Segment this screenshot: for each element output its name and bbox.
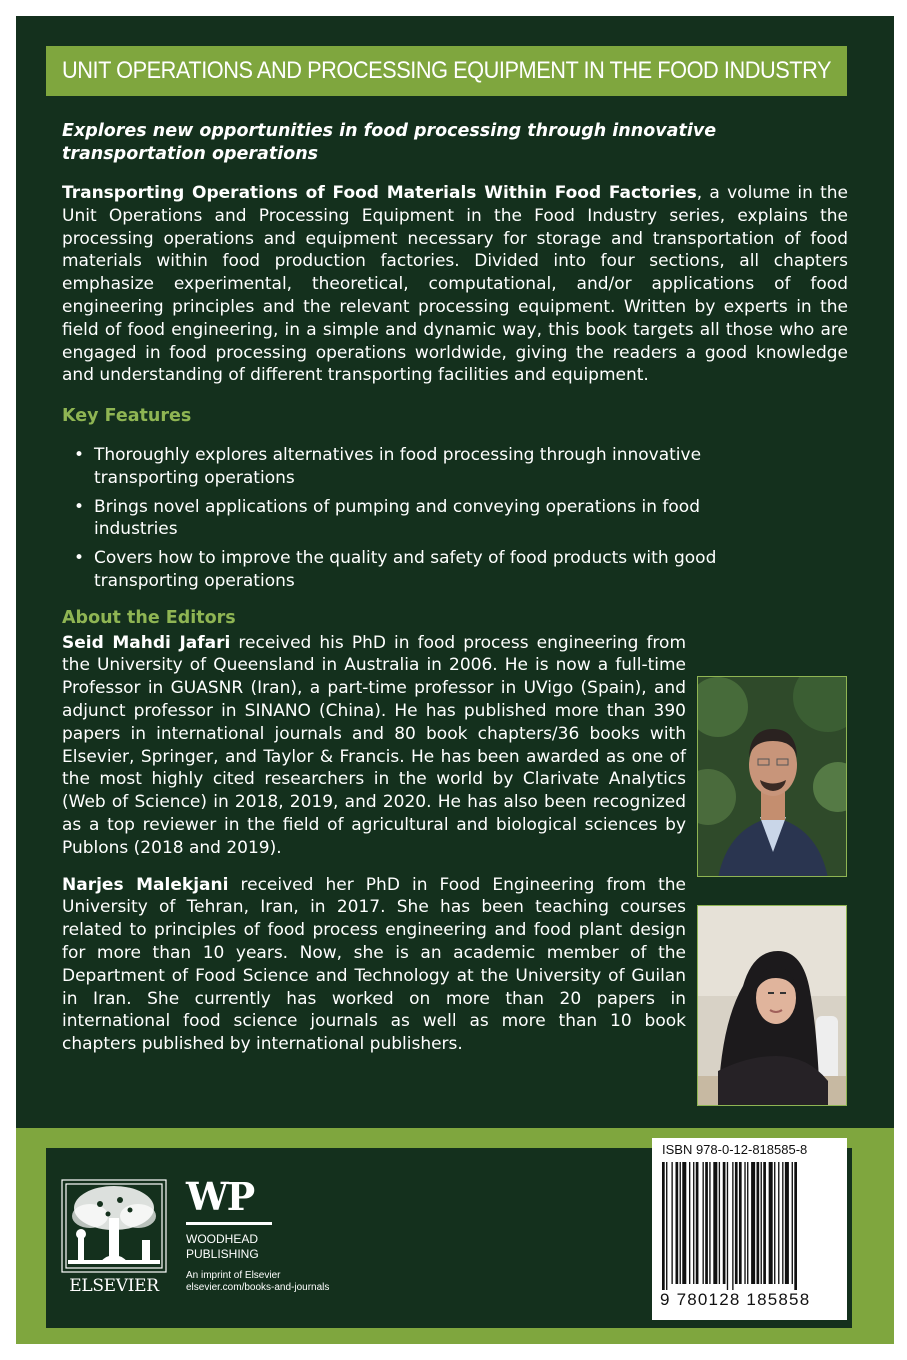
editor-photo-jafari [697, 676, 847, 877]
editor-bio-jafari [62, 632, 686, 860]
key-features-list [62, 444, 848, 593]
barcode-bar [792, 1162, 793, 1284]
feature-item [62, 547, 848, 593]
barcode-bar [662, 1162, 665, 1290]
barcode-bar [747, 1162, 748, 1284]
barcode-bar [794, 1162, 797, 1290]
barcode-bar [757, 1162, 760, 1284]
barcode-bar [782, 1162, 783, 1284]
woodhead-line1: WOODHEAD [186, 1232, 258, 1246]
publisher-url: elsevier.com/books-and-journals [186, 1282, 330, 1293]
barcode-bar [785, 1162, 789, 1284]
barcode-bar [680, 1162, 681, 1284]
series-title: UNIT OPERATIONS AND PROCESSING EQUIPMENT IN THE FOOD INDUSTRY [62, 57, 831, 84]
series-title-bar [46, 46, 847, 96]
imprint-info [186, 1270, 329, 1294]
editor-bio-malekjani [62, 874, 686, 1056]
editors-heading: About the Editors [62, 607, 236, 628]
barcode-digits: 9 780128 185858 [660, 1290, 811, 1309]
feature-text: Brings novel applications of pumping and conveying operations in food industries [94, 496, 700, 540]
barcode-bar [713, 1162, 717, 1284]
woodhead-publishing-name [186, 1232, 259, 1262]
barcode-bar [751, 1162, 755, 1284]
barcode-icon [660, 1162, 840, 1290]
editor-bio-text: received his PhD in food process engineering from the University of Queensland in Australia in 2006. He is now a full-time Professor in GUASNR (Iran), a part-time professor in UVigo (Spain), and adjunct professor in SINANO (China). He has published more than 390 papers in international journals and 80 book chapters/36 books with Elsevier, Springer, and Taylor & Francis. He has been awarded as one of the most highly cited researchers in the world by Clarivate Analytics (Web of Science) in 2018, 2019, and 2020. He has also been recognized as a top reviewer in the field of agricultural and biological sciences by Publons (2018 and 2019). [62, 632, 686, 858]
woodhead-line2: PUBLISHING [186, 1247, 259, 1261]
logo-divider [186, 1222, 272, 1225]
barcode-bar [727, 1162, 728, 1290]
elsevier-wordmark: ELSEVIER [69, 1276, 159, 1296]
book-title: Transporting Operations of Food Materials Within Food Factories [62, 183, 697, 203]
barcode-bar [705, 1162, 708, 1284]
editor-bio-text: received her PhD in Food Engineering from the University of Tehran, Iran, in 2017. She has been teaching courses related to principles of food process engineering and food plant design for more than 10 years. Now, she is an academic member of the Department of Food Science and Technology at the University of Guilan in Iran. She currently has worked on more than 20 papers in international food science journals as well as more than 10 book chapters published by international publishers. [62, 874, 686, 1055]
barcode-bar [719, 1162, 720, 1284]
feature-text: Thoroughly explores alternatives in food processing through innovative transporting operations [94, 444, 702, 488]
barcode-bar [696, 1162, 699, 1284]
feature-text: Covers how to improve the quality and safety of food products with good transporting operations [94, 548, 717, 591]
barcode-bar [709, 1162, 710, 1284]
book-description [62, 182, 848, 387]
editor-photo-malekjani [697, 905, 847, 1106]
barcode-bar [703, 1162, 704, 1284]
barcode-bar [682, 1162, 686, 1284]
description-text: , a volume in the Unit Operations and Processing Equipment in the Food Industry series, explains the processing operations and equipment necessary for storage and transportation of food materials within food production factories. Divided into four sections, all chapters emphasize experimental, theoretical, computational, and/or applications of food engineering principles and the relevant processing equipment. Written by experts in the field of food engineering, in a simple and dynamic way, this book targets all those who are engaged in food processing operations worldwide, giving the readers a good knowledge and understanding of different transporting facilities and equipment. [62, 183, 848, 386]
barcode-bar [739, 1162, 742, 1284]
bullet-icon: • [74, 548, 85, 569]
barcode-bar [732, 1162, 733, 1290]
key-features-heading: Key Features [62, 406, 192, 427]
bullet-icon: • [74, 444, 85, 465]
barcode-bar [778, 1162, 779, 1284]
barcode-bar [763, 1162, 766, 1284]
barcode-panel [652, 1138, 847, 1320]
barcode-bar [769, 1162, 773, 1284]
isbn-label: ISBN 978-0-12-818585-8 [662, 1142, 808, 1157]
barcode-bar [735, 1162, 738, 1284]
barcode-bar [693, 1162, 694, 1284]
feature-item [62, 496, 848, 542]
bullet-icon: • [74, 496, 85, 517]
editor-name: Seid Mahdi Jafari [62, 632, 231, 653]
barcode-bar [761, 1162, 762, 1284]
barcode-bar [689, 1162, 690, 1284]
editor-name: Narjes Malekjani [62, 874, 229, 895]
barcode-bar [666, 1162, 667, 1290]
feature-item [62, 444, 848, 490]
barcode-bar [671, 1162, 672, 1284]
barcode-bar [744, 1162, 745, 1284]
imprint-line: An imprint of Elsevier [186, 1270, 281, 1281]
tagline: Explores new opportunities in food processing through innovative transportation operations [62, 121, 717, 164]
barcode-bar [723, 1162, 726, 1284]
barcode-bar [676, 1162, 679, 1284]
woodhead-wp-logo: WP [186, 1174, 254, 1219]
barcode-bar [774, 1162, 775, 1284]
